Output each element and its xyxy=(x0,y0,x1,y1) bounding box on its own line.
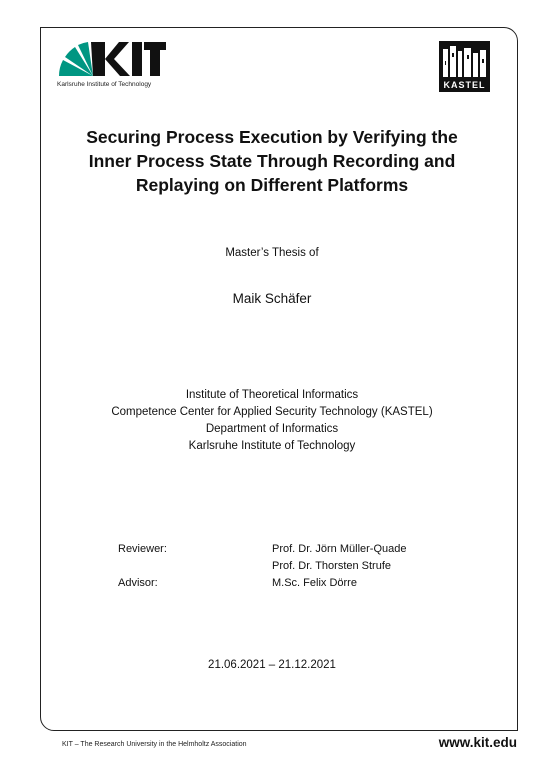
footer-tagline: KIT – The Research University in the Helmholtz Association xyxy=(62,741,247,748)
reviewer-name: Prof. Dr. Jörn Müller-Quade xyxy=(272,543,407,555)
institution-line: Department of Informatics xyxy=(205,423,339,435)
author-name: Maik Schäfer xyxy=(232,291,312,306)
advisor-label: Advisor: xyxy=(118,577,158,589)
title-line: Inner Process State Through Recording and xyxy=(88,151,456,171)
thesis-title xyxy=(60,125,484,197)
reviewer-name: Prof. Dr. Thorsten Strufe xyxy=(272,560,392,572)
institution-line: Institute of Theoretical Informatics xyxy=(185,389,359,401)
kit-subtitle: Karlsruhe Institute of Technology xyxy=(57,81,152,88)
kastel-logo-text: KASTEL xyxy=(443,80,486,90)
reviewer-label: Reviewer: xyxy=(118,543,167,555)
kit-logo-text: KIT xyxy=(57,40,59,41)
thesis-type: Master’s Thesis of xyxy=(225,247,319,259)
institution-line: Karlsruhe Institute of Technology xyxy=(188,440,356,452)
reviewers-block xyxy=(118,541,407,592)
kastel-logo xyxy=(439,41,490,92)
thesis-dates: 21.06.2021 – 21.12.2021 xyxy=(208,659,336,671)
title-line: Replaying on Different Platforms xyxy=(135,175,409,195)
advisor-name: M.Sc. Felix Dörre xyxy=(272,577,357,589)
title-line: Securing Process Execution by Verifying the xyxy=(86,127,458,147)
institution-block xyxy=(40,387,504,455)
footer-url[interactable]: www.kit.edu xyxy=(438,735,517,750)
institution-line: Competence Center for Applied Security Technology (KASTEL) xyxy=(111,406,433,418)
